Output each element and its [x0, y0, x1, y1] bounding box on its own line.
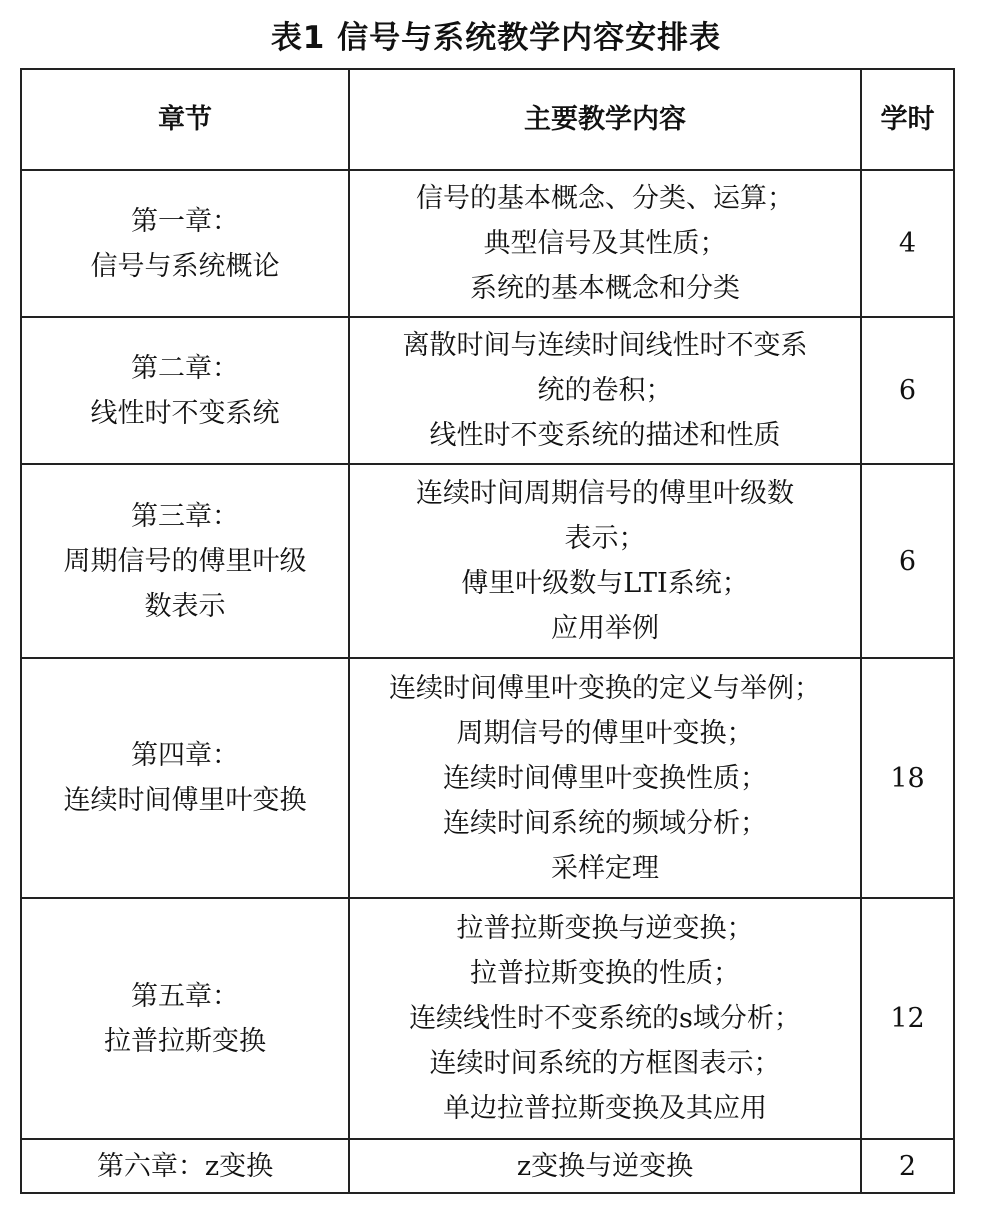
content-line: 拉普拉斯变换与逆变换；: [456, 913, 754, 944]
content-cell: [349, 317, 861, 464]
chapter-line: 第三章：: [131, 500, 239, 532]
hours-cell: 6: [861, 317, 954, 464]
chapter-line: 第五章：: [131, 980, 239, 1012]
content-line: 周期信号的傅里叶变换；: [456, 717, 754, 749]
table-row: [21, 317, 954, 464]
chapter-line: 信号与系统概论: [90, 250, 280, 282]
header-chapter: 章节: [21, 69, 349, 170]
content-line: 采样定理: [551, 852, 659, 884]
content-line: 离散时间与连续时间线性时不变系: [402, 330, 808, 361]
chapter-cell: [21, 1139, 349, 1193]
content-line: 线性时不变系统的描述和性质: [429, 420, 781, 451]
header-row: [21, 69, 954, 170]
content-line: 连续时间系统的方框图表示；: [429, 1048, 781, 1079]
chapter-cell: [21, 317, 349, 464]
content-line: 统的卷积；: [537, 375, 673, 406]
chapter-line: 拉普拉斯变换: [104, 1025, 266, 1057]
hours-cell: 18: [861, 658, 954, 898]
chapter-line: 第一章：: [131, 205, 239, 237]
chapter-line: 第六章：z变换: [96, 1150, 274, 1182]
hours-cell: 2: [861, 1139, 954, 1193]
content-line: 系统的基本概念和分类: [470, 273, 740, 304]
table-row: [21, 1139, 954, 1193]
content-line: 信号的基本概念、分类、运算；: [416, 183, 794, 214]
chapter-line: 数表示: [144, 590, 226, 622]
content-cell: [349, 898, 861, 1139]
content-line: 连续时间周期信号的傅里叶级数: [416, 478, 794, 509]
content-line: 拉普拉斯变换的性质；: [470, 958, 740, 989]
table-row: [21, 658, 954, 898]
content-line: 单边拉普拉斯变换及其应用: [443, 1093, 767, 1124]
chapter-line: 第四章：: [131, 740, 239, 771]
chapter-line: 第二章：: [131, 352, 239, 384]
content-line: 连续时间傅里叶变换性质；: [443, 762, 767, 794]
chapter-line: 周期信号的傅里叶级: [63, 545, 307, 577]
chapter-cell: [21, 898, 349, 1139]
content-cell: [349, 170, 861, 317]
content-line: z变换与逆变换: [516, 1150, 694, 1182]
content-line: 连续线性时不变系统的s域分析；: [409, 1003, 801, 1034]
table-row: [21, 898, 954, 1139]
content-cell: [349, 658, 861, 898]
hours-cell: 12: [861, 898, 954, 1139]
chapter-cell: [21, 658, 349, 898]
table-row: [21, 464, 954, 658]
chapter-line: 连续时间傅里叶变换: [63, 785, 307, 816]
header-content: 主要教学内容: [349, 69, 861, 170]
course-schedule-table: [20, 68, 955, 1194]
header-hours: 学时: [861, 69, 954, 170]
content-cell: [349, 1139, 861, 1193]
chapter-cell: [21, 170, 349, 317]
content-line: 典型信号及其性质；: [483, 228, 727, 259]
hours-cell: 6: [861, 464, 954, 658]
table-title: 表1 信号与系统教学内容安排表: [270, 20, 722, 56]
chapter-line: 线性时不变系统: [90, 397, 280, 429]
content-line: 应用举例: [551, 613, 659, 644]
content-line: 傅里叶级数与LTI系统；: [461, 568, 749, 599]
chapter-cell: [21, 464, 349, 658]
hours-cell: 4: [861, 170, 954, 317]
table-row: [21, 170, 954, 317]
content-line: 连续时间系统的频域分析；: [443, 807, 767, 839]
content-line: 表示；: [564, 523, 646, 554]
content-cell: [349, 464, 861, 658]
content-line: 连续时间傅里叶变换的定义与举例；: [389, 672, 821, 704]
